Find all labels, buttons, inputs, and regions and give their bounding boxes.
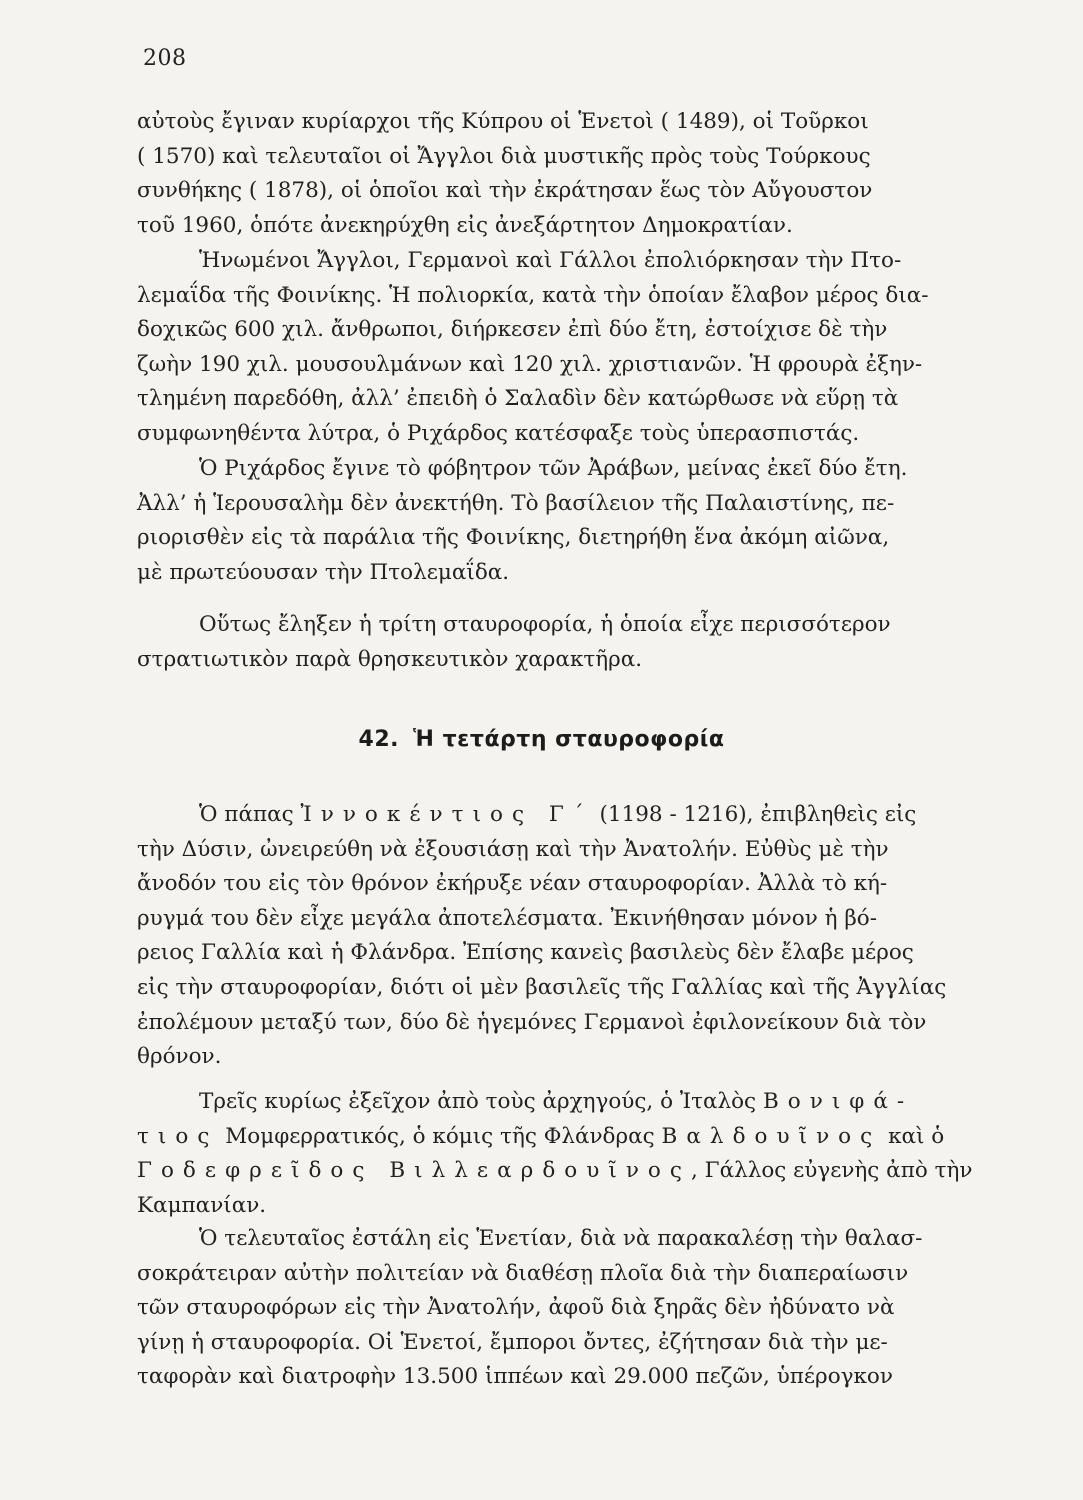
paragraph-cyprus: αὐτοὺς ἔγιναν κυρίαρχοι τῆς Κύπρου οἱ Ἑνετοὶ ( 1489), οἱ Τοῦρκοι ( 1570) καὶ τελευταῖοι οἱ Ἄγγλοι διὰ μυστικῆς πρὸς τοὺς Τούρκους συνθήκης ( 1878), οἱ ὁποῖοι καὶ τὴν ἐκράτησαν ἕως τὸν Αὔγουστον τοῦ 1960, ὁπότε ἀνεκηρύχθη εἰς ἀνεξάρτητον Δημοκρατίαν.: [137, 109, 873, 238]
paragraph-richard: Ὁ Ριχάρδος ἔγινε τὸ φόβητρον τῶν Ἀράβων, μείνας ἐκεῖ δύο ἔτη. Ἀλλ’ ἡ Ἱερουσαλὴμ δὲν ἀνεκτήθη. Τὸ βασίλειον τῆς Παλαιστίνης, πε- ριορισθὲν εἰς τὰ παράλια τῆς Φοινίκης, διετηρήθη ἕνα ἀκόμη αἰῶνα, μὲ πρωτεύουσαν τὴν Πτολεμαΐδα.: [137, 456, 908, 585]
paragraph-innocent: [137, 798, 982, 1075]
spaced-name-innocent: Ἰννοκέντιος Γ΄: [300, 802, 593, 827]
spaced-name-villehardouin: Γοδεφρεῖδος Βιλλεαρδουῖνος: [137, 1158, 691, 1184]
section-heading: [0, 727, 1083, 752]
text-run: καὶ ὁ: [888, 1123, 945, 1149]
spaced-name-boniface: Βονιφά- τιος: [137, 1089, 914, 1149]
text-run: Μομφερρατικός, ὁ κόμις τῆς Φλάνδρας: [218, 1123, 662, 1149]
section-title: Ἡ τετάρτη σταυροφορία: [413, 727, 725, 752]
spaced-name-baldwin: Βαλδουῖνος: [661, 1123, 882, 1149]
paragraph-third-crusade-end: Οὕτως ἔληξεν ἡ τρίτη σταυροφορία, ἡ ὁποία εἶχε περισσότερον στρατιωτικὸν παρὰ θρησκευτικὸν χαρακτῆρα.: [137, 612, 891, 672]
section-number: 42.: [358, 727, 400, 752]
text-run: Ὁ πάπας: [199, 802, 301, 827]
paragraph-venice: Ὁ τελευταῖος ἐστάλη εἰς Ἑνετίαν, διὰ νὰ παρακαλέσῃ τὴν θαλασ- σοκράτειραν αὐτὴν πολιτείαν νὰ διαθέσῃ πλοῖα διὰ τὴν διαπεραίωσιν τῶν σταυροφόρων εἰς τὴν Ἀνατολήν, ἀφοῦ διὰ ξηρᾶς δὲν ἠδύνατο νὰ γίνῃ ἡ σταυροφορία. Οἱ Ἑνετοί, ἔμποροι ὄντες, ἐζήτησαν διὰ τὴν με- ταφορὰν καὶ διατροφὴν 13.500 ἱππέων καὶ 29.000 πεζῶν, ὑπέρογκον: [137, 1226, 923, 1390]
paragraph-leaders: [137, 1085, 982, 1223]
text-run: (1198 - 1216), ἐπιβληθεὶς εἰς τὴν Δύσιν, ὠνειρεύθη νὰ ἐξουσιάσῃ καὶ τὴν Ἀνατολήν. Εὐθὺς μὲ τὴν ἄνοδόν του εἰς τὸν θρόνον ἐκήρυξε νέαν σταυροφορίαν. Ἀλλὰ τὸ κή- ρυγμά του δὲν εἶχε μεγάλα ἀποτελέσματα. Ἐκινήθησαν μόνον ἡ βό- ρειος Γαλλία καὶ ἡ Φλάνδρα. Ἐπίσης κανεὶς βασιλεὺς δὲν ἔλαβε μέρος εἰς τὴν σταυροφορίαν, διότι οἱ μὲν βασιλεῖς τῆς Γαλλίας καὶ τῆς Ἀγγλίας ἐπολέμουν μεταξύ των, δύο δὲ ἡγεμόνες Γερμανοὶ ἐφιλονείκουν διὰ τὸν θρόνον.: [137, 802, 947, 1070]
page-number: 208: [143, 46, 187, 71]
text-run: , Γάλλος εὐγενὴς ἀπὸ τὴν Καμπανίαν.: [137, 1158, 973, 1218]
paragraph-siege-ptolemais: Ἡνωμένοι Ἄγγλοι, Γερμανοὶ καὶ Γάλλοι ἐπολιόρκησαν τὴν Πτο- λεμαΐδα τῆς Φοινίκης. Ἡ πολιορκία, κατὰ τὴν ὁποίαν ἔλαβον μέρος δια- δοχικῶς 600 χιλ. ἄνθρωποι, διήρκεσεν ἐπὶ δύο ἔτη, ἐστοίχισε δὲ τὴν ζωὴν 190 χιλ. μουσουλμάνων καὶ 120 χιλ. χριστιανῶν. Ἡ φρουρὰ ἐξην- τλημένη παρεδόθη, ἀλλ’ ἐπειδὴ ὁ Σαλαδὶν δὲν κατώρθωσε νὰ εὕρῃ τὰ συμφωνηθέντα λύτρα, ὁ Ριχάρδος κατέσφαξε τοὺς ὑπερασπιστάς.: [137, 248, 929, 446]
text-run: Τρεῖς κυρίως ἐξεῖχον ἀπὸ τοὺς ἀρχηγούς, ὁ Ἰταλὸς: [199, 1089, 763, 1114]
